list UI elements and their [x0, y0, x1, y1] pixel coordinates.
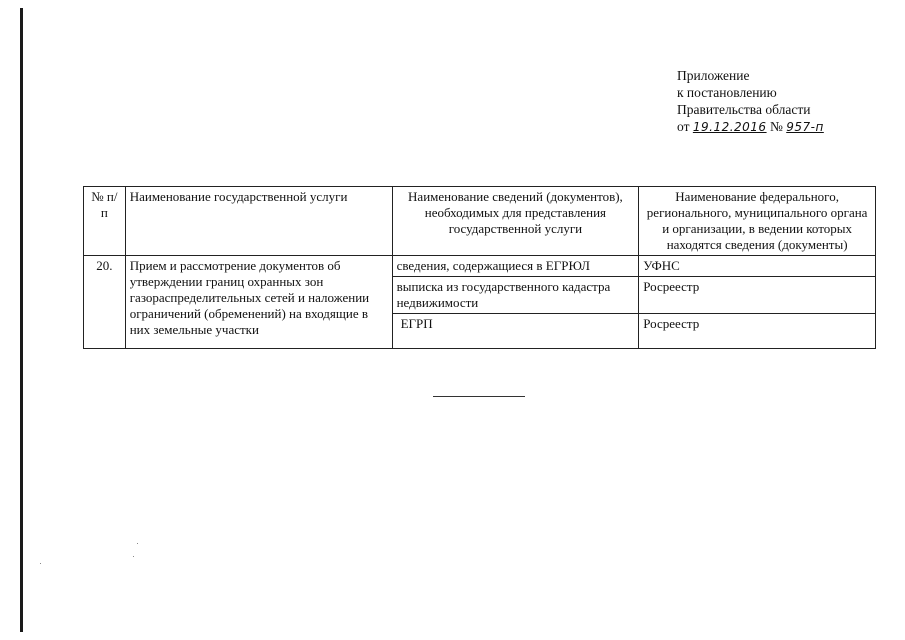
date-prefix: от — [677, 119, 690, 134]
table-header-row — [84, 187, 876, 256]
number-sign: № — [769, 119, 783, 134]
closing-separator-line — [433, 396, 525, 397]
authority-cell: Росреестр — [639, 314, 876, 349]
scan-speck — [40, 563, 41, 564]
document-cell: ЕГРП — [392, 314, 639, 349]
authority-cell: Росреестр — [639, 277, 876, 314]
scan-speck — [133, 556, 134, 557]
appendix-title: Приложение — [677, 68, 750, 83]
services-table — [83, 186, 876, 349]
appendix-authority: Правительства области — [677, 102, 811, 117]
authority-cell: УФНС — [639, 256, 876, 277]
column-header-documents: Наименование сведений (документов), необходимых для представления государственной услуги — [392, 187, 639, 256]
scan-speck — [137, 543, 138, 544]
appendix-header — [677, 67, 824, 136]
page-margin-bar — [20, 8, 23, 632]
table-row — [84, 256, 876, 277]
service-name: Прием и рассмотрение документов об утверждении границ охранных зон газораспределительных сетей и наложении ограничений (обременений) на входящие в них земельные участки — [125, 256, 392, 349]
document-cell: выписка из государственного кадастра недвижимости — [392, 277, 639, 314]
handwritten-date: 19.12.2016 — [692, 120, 767, 134]
appendix-subtitle: к постановлению — [677, 85, 777, 100]
column-header-number: № п/п — [84, 187, 126, 256]
row-number: 20. — [84, 256, 126, 349]
column-header-service: Наименование государственной услуги — [125, 187, 392, 256]
appendix-date-line — [677, 118, 824, 136]
column-header-authority: Наименование федерального, регионального, муниципального органа и организации, в ведении которых находятся сведения (документы) — [639, 187, 876, 256]
handwritten-number: 957-п — [786, 120, 824, 134]
document-cell: сведения, содержащиеся в ЕГРЮЛ — [392, 256, 639, 277]
